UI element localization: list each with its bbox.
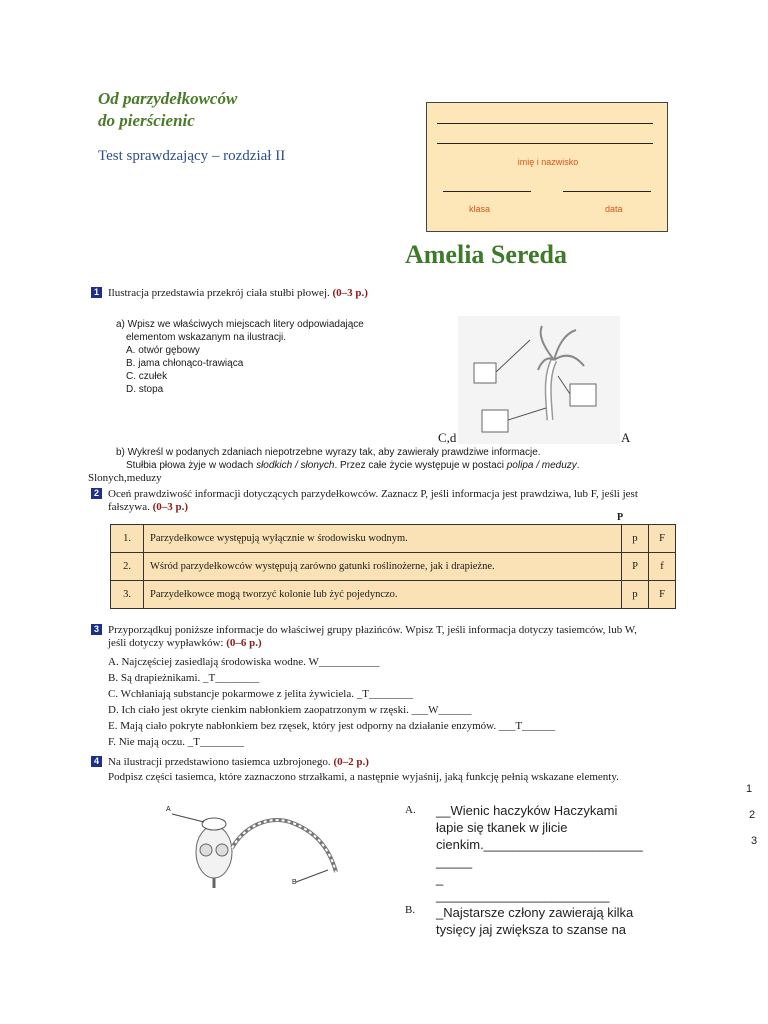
name-line-2[interactable]: [437, 143, 653, 144]
q4-answer-b-letter: B.: [405, 904, 416, 916]
name-label: imię i nazwisko: [517, 157, 579, 167]
q3-item-f[interactable]: F. Nie mają oczu. _T________: [108, 736, 244, 748]
date-label: data: [605, 204, 623, 214]
side-number-2: 2: [749, 809, 756, 821]
q4-line-1: Na ilustracji przedstawiono tasiemca uzbrojonego.: [108, 756, 331, 768]
tapeworm-strobila: [232, 820, 336, 872]
document-title: [98, 88, 237, 132]
q1-a-line-2: elementom wskazanym na ilustracji.: [126, 332, 287, 343]
q3-item-b[interactable]: B. Są drapieżnikami. _T________: [108, 672, 260, 684]
q4-a-line-2: łapie się tkanek w jlicie: [436, 820, 568, 835]
row-number: 1.: [111, 525, 144, 553]
q3-line-1: Przyporządkuj poniższe informacje do właściwej grupy płazińców. Wpisz T, jeśli informacja dotyczy tasiemców, lub W,: [108, 624, 637, 636]
q4-a-line-4: _____: [436, 854, 473, 869]
q1-points: (0–3 p.): [332, 287, 368, 299]
q4-answer-b[interactable]: [436, 904, 633, 938]
question-4-number: 4: [91, 756, 102, 767]
q1-option-a: A. otwór gębowy: [126, 345, 200, 356]
q3-line-2-wrap: [108, 636, 262, 650]
hook-crown: [202, 818, 226, 830]
name-line-1[interactable]: [437, 123, 653, 124]
row-statement: Wśród parzydełkowców występują zarówno gatunki roślinożerne, jak i drapieżne.: [144, 553, 622, 581]
sucker: [200, 844, 212, 856]
title-line-2: do pierścienic: [98, 111, 195, 130]
arrow-a: [172, 814, 204, 822]
tapeworm-illustration: [160, 800, 350, 900]
false-cell[interactable]: f: [649, 553, 676, 581]
q4-answer-a[interactable]: [436, 802, 643, 904]
q3-line-2: jeśli dotyczy wypławków:: [108, 637, 224, 649]
q1-b-prefix: Stułbia płowa żyje w wodach: [126, 460, 254, 471]
q3-item-c[interactable]: C. Wchłaniają substancje pokarmowe z jelita żywiciela. _T________: [108, 688, 413, 700]
q1-option-c: C. czułek: [126, 371, 168, 382]
label-box-2[interactable]: [570, 384, 596, 406]
q2-mark-above: P: [617, 512, 624, 523]
false-cell[interactable]: F: [649, 581, 676, 609]
table-row: [111, 553, 676, 581]
test-subtitle: Test sprawdzający – rozdział II: [98, 148, 286, 164]
question-1-text: [108, 286, 368, 300]
q1-text: Ilustracja przedstawia przekrój ciała stułbi płowej.: [108, 287, 330, 299]
q4-line-2: Podpisz części tasiemca, które zaznaczono strzałkami, a następnie wyjaśnij, jaką funkcję pełnią wskazane elementy.: [108, 771, 619, 783]
q3-points: (0–6 p.): [226, 637, 262, 649]
q3-item-d[interactable]: D. Ich ciało jest okryte cienkim nabłonkiem zaopatrzonym w rzęski. ___W______: [108, 704, 472, 716]
class-label: klasa: [469, 204, 491, 214]
question-2-number: 2: [91, 488, 102, 499]
class-line[interactable]: [443, 191, 531, 192]
q1-b-end: .: [576, 460, 580, 471]
q4-b-line-2: tysięcy jaj zwiększa to szanse na: [436, 922, 627, 937]
q4-b-line-1: _Najstarsze człony zawierają kilka: [436, 905, 634, 920]
date-line[interactable]: [563, 191, 651, 192]
q4-answer-a-letter: A.: [405, 804, 416, 816]
true-false-table: [110, 524, 676, 609]
row-number: 3.: [111, 581, 144, 609]
row-number: 2.: [111, 553, 144, 581]
q2-line-2: fałszywa.: [108, 501, 150, 513]
q3-item-e[interactable]: E. Mają ciało pokryte nabłonkiem bez rzęsek, który jest odporny na działanie enzymów. ___T______: [108, 720, 556, 732]
arrow-b: [296, 870, 328, 882]
student-info-box: [426, 102, 668, 232]
q1-option-b: B. jama chłonąco-trawiąca: [126, 358, 244, 369]
label-box-1[interactable]: [474, 363, 496, 383]
side-number-1: 1: [746, 783, 753, 795]
q1-part-b: b) Wykreśl w podanych zdaniach niepotrzebne wyrazy tak, aby zawierały prawdziwe informacje.: [116, 447, 541, 458]
q4-a-line-1: __Wienic haczyków Haczykami: [436, 803, 618, 818]
q1-part-a: [116, 318, 364, 396]
q4-line-1-wrap: [108, 755, 369, 769]
q1-b-sentence: [126, 459, 580, 473]
q1-a-line-1: a) Wpisz we właściwych miejscach litery odpowiadające: [116, 319, 364, 330]
q1-b-option-2[interactable]: polipa / meduzy: [506, 460, 577, 471]
true-cell[interactable]: P: [622, 553, 649, 581]
illustration-label-b: B: [292, 879, 297, 886]
q1-b-mid: . Przez całe życie występuje w postaci: [334, 460, 504, 471]
q1-b-answer: Slonych,meduzy: [88, 472, 162, 484]
title-line-1: Od parzydełkowców: [98, 89, 238, 108]
q3-item-a[interactable]: A. Najczęściej zasiedlają środowiska wodne. W___________: [108, 656, 380, 668]
question-3-number: 3: [91, 624, 102, 635]
side-number-3: 3: [751, 835, 758, 847]
table-row: [111, 525, 676, 553]
true-cell[interactable]: p: [622, 525, 649, 553]
row-statement: Parzydełkowce występują wyłącznie w środowisku wodnym.: [144, 525, 622, 553]
row-statement: Parzydełkowce mogą tworzyć kolonie lub żyć pojedynczo.: [144, 581, 622, 609]
student-name: Amelia Sereda: [405, 240, 567, 269]
q1-b-option-1[interactable]: słodkich / słonych: [256, 460, 335, 471]
q4-points: (0–2 p.): [333, 756, 369, 768]
false-cell[interactable]: F: [649, 525, 676, 553]
label-box-3[interactable]: [482, 410, 508, 432]
q1-answer-left: C,d: [438, 430, 457, 445]
q4-a-line-5: _: [436, 871, 444, 886]
q2-line-2-wrap: [108, 500, 188, 514]
q2-points: (0–3 p.): [152, 501, 189, 513]
table-row: [111, 581, 676, 609]
q4-a-line-3: cienkim.______________________: [436, 837, 643, 852]
q1-option-d: D. stopa: [126, 384, 164, 395]
q4-a-line-6: ________________________: [436, 888, 610, 903]
q2-line-1: Oceń prawdziwość informacji dotyczących parzydełkowców. Zaznacz P, jeśli informacja jest prawdziwa, lub F, jeśli jest: [108, 488, 638, 500]
illustration-label-a: A: [166, 806, 171, 813]
q1-answer-right: A: [621, 430, 631, 445]
q3-items: [108, 654, 555, 750]
question-1-number: 1: [91, 287, 102, 298]
hydra-illustration: [458, 316, 620, 444]
true-cell[interactable]: p: [622, 581, 649, 609]
